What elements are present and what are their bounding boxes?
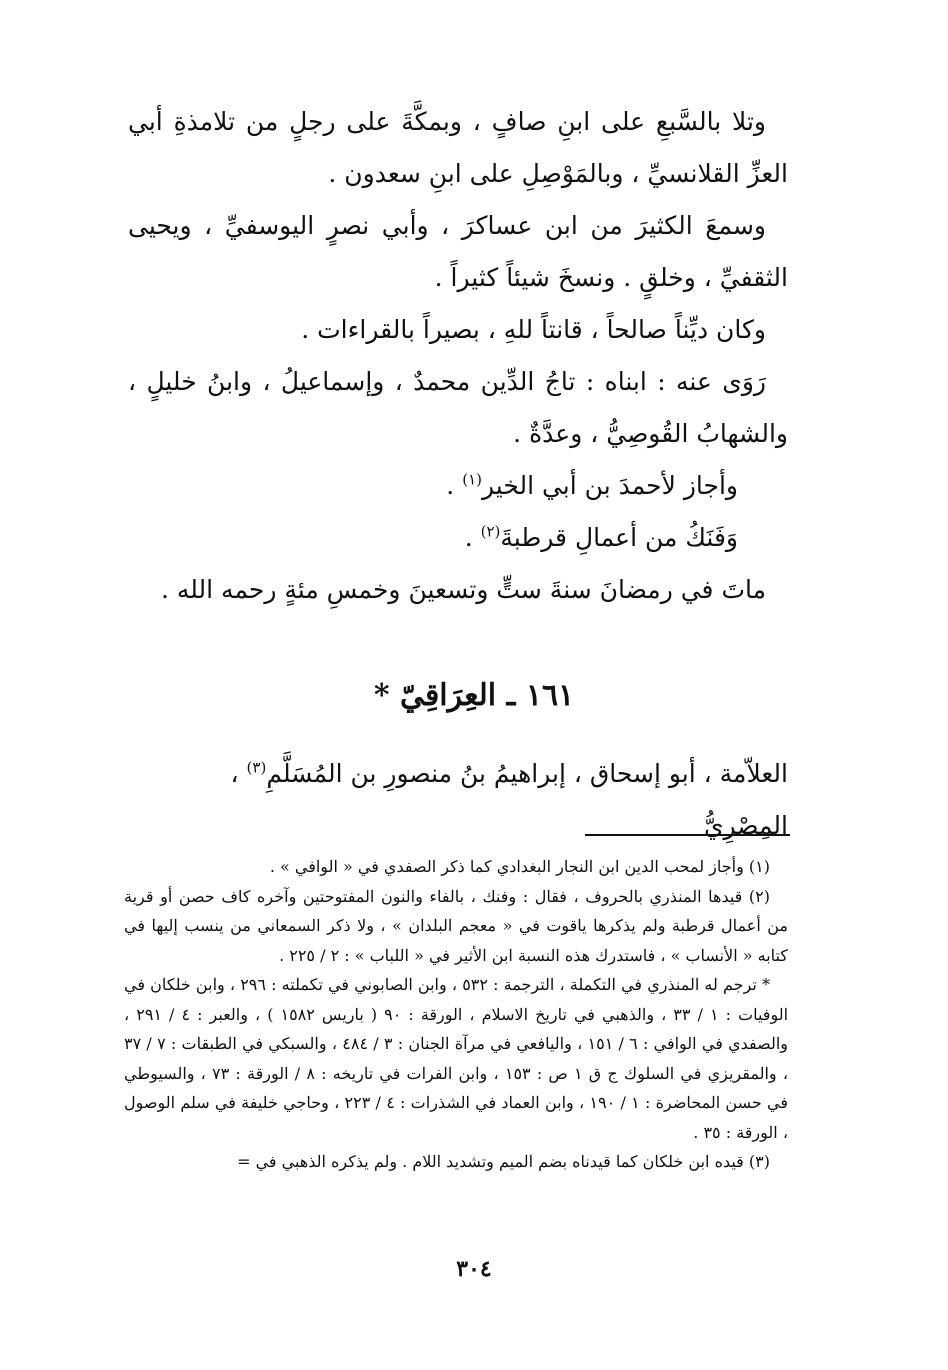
paragraph-6-text: وَفَنَكُ من أعمالِ قرطبةَ <box>500 523 738 552</box>
footnote-3: (٣) قيده ابن خلكان كما قيدناه بضم الميم وتشديد اللام . ولم يذكره الذهبي في = <box>237 1152 770 1171</box>
paragraph-5-end: . <box>446 471 463 500</box>
footnotes <box>124 852 788 1177</box>
entry-heading: ١٦١ ـ العِرَاقِيّ * <box>373 678 575 713</box>
paragraph-3: وكان ديِّناً صالحاً ، قانتاً للهِ ، بصيراً بالقراءات . <box>301 315 766 344</box>
page-number: ٣٠٤ <box>456 1256 492 1282</box>
footnote-ref-2: (٢) <box>480 522 501 541</box>
footnote-ref-3: (٣) <box>246 758 267 777</box>
footnote-separator <box>585 834 790 836</box>
footnote-ref-1: (١) <box>462 470 482 489</box>
entry-first-line-text: العلاّمة ، أبو إسحاق ، إبراهيمُ بنُ منصورِ بن المُسَلَّمِ <box>266 759 788 788</box>
footnote-1: (١) وأجاز لمحب الدين ابن النجار البغدادي كما ذكر الصفدي في « الوافي » . <box>269 857 770 876</box>
paragraph-4: رَوَى عنه : ابناه : تاجُ الدِّين محمدٌ ، وإسماعيلُ ، وابنُ خليلٍ ، والشهابُ القُوصِيُّ ، وعدَّةٌ . <box>128 367 788 448</box>
main-text <box>128 96 788 616</box>
paragraph-6 <box>128 512 788 564</box>
paragraph-5 <box>128 460 788 512</box>
paragraph-6-end: . <box>464 523 481 552</box>
paragraph-7: ماتَ في رمضانَ سنةَ ستٍّ وتسعينَ وخمسِ مئةٍ رحمه الله . <box>160 575 766 604</box>
entry-first-line <box>148 748 788 852</box>
paragraph-2: وسمعَ الكثيرَ من ابن عساكرَ ، وأبي نصرٍ اليوسفيِّ ، ويحيى الثقفيِّ ، وخلقٍ . ونسخَ شيئاً كثيراً . <box>128 211 788 292</box>
paragraph-1: وتلا بالسَّبعِ على ابنِ صافٍ ، وبمكَّةَ على رجلٍ من تلامذةِ أبي العزِّ القلانسيِّ ، وبالمَوْصِلِ على ابنِ سعدون . <box>128 107 788 188</box>
paragraph-5-text: وأجاز لأحمدَ بن أبي الخير <box>481 471 738 500</box>
footnote-star: * ترجم له المنذري في التكملة ، الترجمة : ٥٣٢ ، وابن الصابوني في تكملته : ٢٩٦ ، وابن خلكان في الوفيات : ١ / ٣٣ ، والذهبي في تاريخ الاسلام ، الورقة : ٩٠ ( باريس ١٥٨٢ ) ، والعبر : ٤ / ٢٩١ ، والصفدي في الوافي : ٦ / ١٥١ ، واليافعي في مرآة الجنان : ٣ / ٤٨٤ ، والسبكي في الطبقات : ٧ / ٣٧ ، والمقريزي في السلوك ج ق ١ ص : ١٥٣ ، وابن الفرات في تاريخه : ٨ / الورقة : ٧٣ ، والسيوطي في حسن المحاضرة : ١ / ١٩٠ ، وابن العماد في الشذرات : ٤ / ٢٢٣ ، وحاجي خليفة في سلم الوصول ، الورقة : ٣٥ . <box>124 975 789 1142</box>
footnote-2: (٢) قيدها المنذري بالحروف ، فقال : وفنك ، بالفاء والنون المفتوحتين وآخره كاف حصن أو قرية من أعمال قرطبة ولم يذكرها ياقوت في « معجم البلدان » ، ولا ذكر السمعاني من ينسب إليها في كتابه « الأنساب » ، فاستدرك هذه النسبة ابن الأثير في « اللباب » : ٢ / ٢٢٥ . <box>124 886 788 965</box>
entry-first-line-end: ، المِصْرِيُّ <box>230 759 788 840</box>
